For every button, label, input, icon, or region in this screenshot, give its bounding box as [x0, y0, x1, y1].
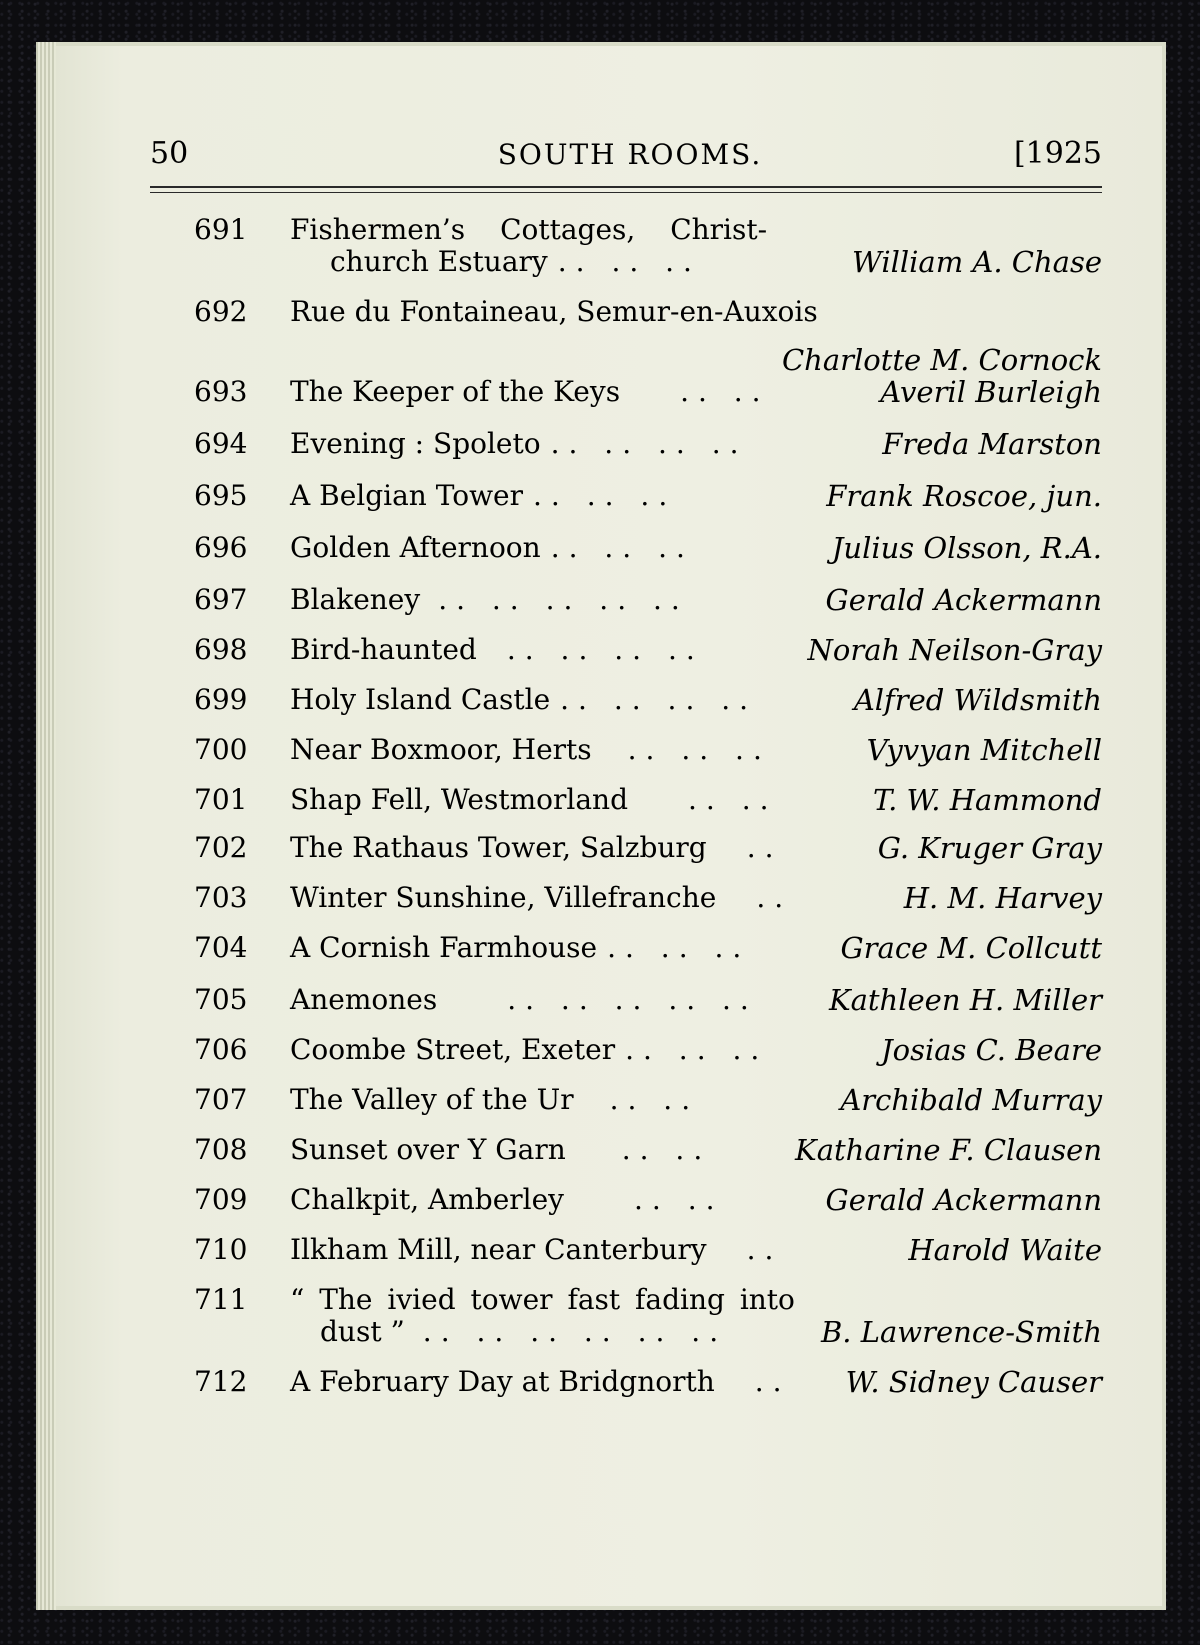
catalogue-entry: [150, 984, 1112, 1020]
leader-dots: .. .. .. .. ..: [438, 583, 689, 616]
entry-artist: Julius Olsson, R.A.: [831, 531, 1102, 565]
entry-number: 694: [194, 427, 248, 460]
entry-artist: Alfred Wildsmith: [853, 683, 1102, 717]
catalogue-entry: [150, 295, 1112, 377]
entry-number: 708: [194, 1133, 248, 1166]
entry-artist: Gerald Ackermann: [825, 583, 1102, 617]
entry-number: 702: [194, 831, 248, 864]
entry-number: 710: [194, 1233, 248, 1266]
entry-title: “ The ivied tower fast fading into: [290, 1283, 795, 1316]
entry-artist: Vyvyan Mitchell: [866, 733, 1102, 767]
page-number: 50: [150, 136, 189, 171]
catalogue-entry: [150, 1366, 1112, 1402]
entry-artist: Frank Roscoe, jun.: [826, 479, 1102, 513]
entry-number: 691: [194, 213, 248, 246]
entry-artist: Grace M. Collcutt: [840, 931, 1102, 965]
leader-dots: ..: [746, 1233, 783, 1266]
entry-number: 703: [194, 881, 248, 914]
catalogue-entry: [150, 1184, 1112, 1220]
entry-number: 698: [194, 633, 248, 666]
entry-title: Winter Sunshine, Villefranche ..: [290, 881, 793, 914]
leader-dots: .. .. ..: [607, 931, 751, 964]
leader-dots: .. ..: [680, 375, 770, 408]
catalogue-entry: [150, 214, 1112, 284]
entry-title: Shap Fell, Westmorland .. ..: [290, 783, 778, 816]
entry-artist: Harold Waite: [908, 1233, 1102, 1267]
entry-title: Coombe Street, Exeter .. .. ..: [290, 1033, 769, 1066]
entry-number: 692: [194, 295, 248, 328]
entry-artist: Charlotte M. Cornock: [781, 343, 1102, 377]
catalogue-entry: [150, 428, 1112, 464]
leader-dots: .. .. .. .. ..: [507, 983, 758, 1016]
entry-artist: Katharine F. Clausen: [795, 1133, 1102, 1167]
leader-dots: .. .. ..: [550, 531, 694, 564]
leader-dots: ..: [746, 831, 783, 864]
entry-artist: G. Kruger Gray: [877, 831, 1102, 865]
catalogue-entry: [150, 376, 1112, 412]
catalogue-entry: [150, 1234, 1112, 1270]
header-rule: [150, 186, 1102, 193]
leader-dots: .. .. ..: [533, 479, 677, 512]
entry-artist: Josias C. Beare: [880, 1033, 1102, 1067]
catalogue-entry: [150, 1084, 1112, 1120]
entry-number: 696: [194, 531, 248, 564]
entry-number: 709: [194, 1183, 248, 1216]
leader-dots: .. ..: [688, 783, 778, 816]
entry-artist: T. W. Hammond: [873, 783, 1102, 817]
catalogue-entry: [150, 532, 1112, 568]
catalogue-entry: [150, 1034, 1112, 1070]
catalogue-entry: [150, 784, 1112, 820]
entry-number: 693: [194, 375, 248, 408]
catalogue-entry: [150, 1284, 1112, 1354]
entry-number: 704: [194, 931, 248, 964]
entry-title: Sunset over Y Garn .. ..: [290, 1133, 712, 1166]
entry-number: 711: [194, 1283, 248, 1316]
entry-artist: Freda Marston: [882, 427, 1102, 461]
catalogue-entry: [150, 1134, 1112, 1170]
entry-title: A Cornish Farmhouse .. .. ..: [290, 931, 751, 964]
leader-dots: .. .. .. ..: [506, 633, 704, 666]
entry-artist: Averil Burleigh: [880, 375, 1102, 409]
entry-artist: H. M. Harvey: [903, 881, 1102, 915]
catalogue-entry: [150, 932, 1112, 968]
entry-title: Chalkpit, Amberley .. ..: [290, 1183, 724, 1216]
entry-title-continued: dust ” .. .. .. .. .. ..: [320, 1315, 728, 1348]
entry-artist: Norah Neilson-Gray: [807, 633, 1102, 667]
entry-artist: Kathleen H. Miller: [828, 983, 1102, 1017]
entry-artist: Archibald Murray: [840, 1083, 1102, 1117]
leader-dots: .. .. .. .. .. ..: [422, 1315, 728, 1348]
catalogue-entry: [150, 480, 1112, 516]
leader-dots: ..: [754, 1365, 791, 1398]
leader-dots: .. ..: [609, 1083, 700, 1116]
catalogue-entry: [150, 684, 1112, 720]
entry-title-continued: church Estuary .. .. ..: [330, 245, 701, 278]
catalogue-entry: [150, 882, 1112, 918]
entry-title: Rue du Fontaineau, Semur-en-Auxois: [290, 295, 818, 328]
entry-number: 701: [194, 783, 248, 816]
entry-title: Fishermen’s Cottages, Christ-: [290, 213, 768, 246]
leader-dots: .. ..: [621, 1133, 712, 1166]
catalogue-entry: [150, 634, 1112, 670]
entry-number: 695: [194, 479, 248, 512]
entry-number: 699: [194, 683, 248, 716]
entry-artist: W. Sidney Causer: [845, 1365, 1102, 1399]
page-year: [1925: [1013, 136, 1102, 171]
entry-number: 706: [194, 1033, 248, 1066]
entry-title: The Rathaus Tower, Salzburg ..: [290, 831, 783, 864]
entry-title: Ilkham Mill, near Canterbury ..: [290, 1233, 783, 1266]
leader-dots: .. ..: [634, 1183, 724, 1216]
entry-title: Blakeney .. .. .. .. ..: [290, 583, 689, 616]
catalogue-entry: [150, 584, 1112, 620]
page-title: SOUTH ROOMS.: [497, 138, 763, 171]
leader-dots: .. .. ..: [557, 245, 701, 278]
entry-title: The Valley of the Ur .. ..: [290, 1083, 700, 1116]
running-header: [150, 130, 1110, 170]
leader-dots: ..: [756, 881, 793, 914]
entry-number: 712: [194, 1365, 248, 1398]
entry-artist: B. Lawrence-Smith: [821, 1315, 1102, 1349]
leader-dots: .. .. .. ..: [560, 683, 758, 716]
entry-artist: Gerald Ackermann: [825, 1183, 1102, 1217]
catalogue-entry: [150, 832, 1112, 868]
catalogue-entry: [150, 734, 1112, 770]
entry-title: Bird-haunted .. .. .. ..: [290, 633, 704, 666]
entry-number: 697: [194, 583, 248, 616]
entry-artist: William A. Chase: [852, 245, 1102, 279]
entry-number: 705: [194, 983, 248, 1016]
leader-dots: .. .. ..: [627, 733, 771, 766]
entry-title: Evening : Spoleto .. .. .. ..: [290, 427, 748, 460]
entry-title: Near Boxmoor, Herts .. .. ..: [290, 733, 771, 766]
entry-title: Golden Afternoon .. .. ..: [290, 531, 694, 564]
entry-number: 700: [194, 733, 248, 766]
entry-title: Holy Island Castle .. .. .. ..: [290, 683, 758, 716]
entry-title: A Belgian Tower .. .. ..: [290, 479, 677, 512]
entry-number: 707: [194, 1083, 248, 1116]
entry-title: Anemones .. .. .. .. ..: [290, 983, 758, 1016]
entry-title: A February Day at Bridgnorth ..: [290, 1365, 791, 1398]
leader-dots: .. .. .. ..: [550, 427, 748, 460]
leader-dots: .. .. ..: [625, 1033, 769, 1066]
entry-title: The Keeper of the Keys .. ..: [290, 375, 770, 408]
